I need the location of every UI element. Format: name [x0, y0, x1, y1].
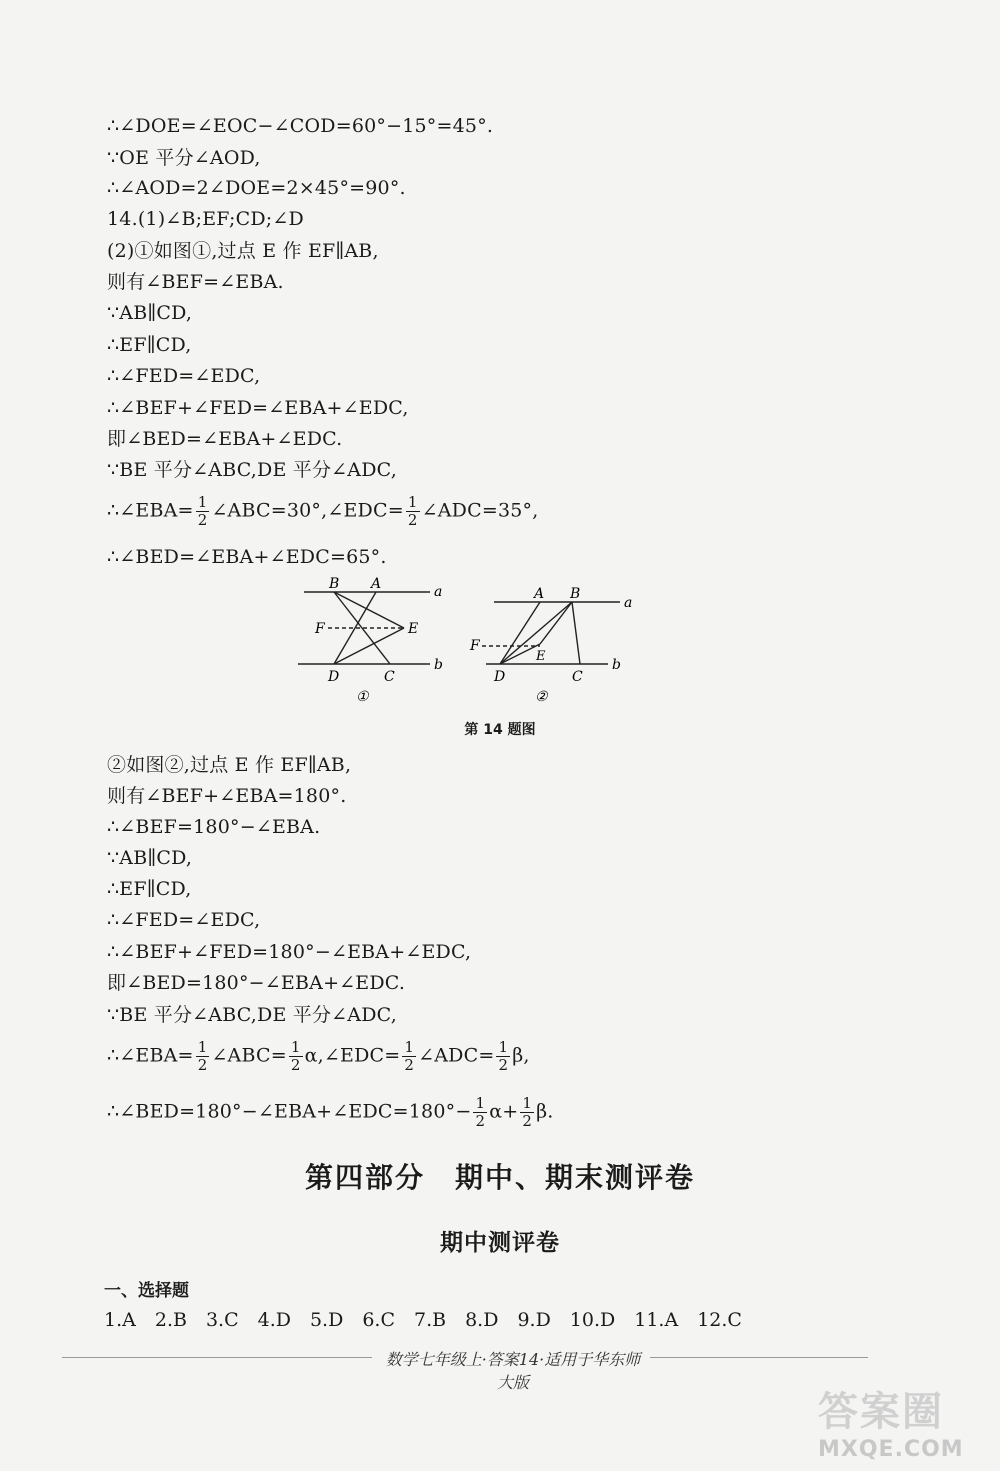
text-line: 则有∠BEF+∠EBA=180°.: [107, 785, 347, 807]
label-C: C: [384, 669, 395, 685]
fraction: $\frac{1}{2}$: [475, 1094, 486, 1130]
page-footer: 数学七年级上·答案14·适用于华东师大版: [385, 1350, 641, 1392]
text-line: ∴∠FED=∠EDC,: [107, 365, 261, 387]
text-line: ∵BE 平分∠ABC,DE 平分∠ADC,: [107, 459, 397, 481]
answer-list: 1.A 2.B 3.C 4.D 5.D 6.C 7.B 8.D 9.D 10.D 11.A 12.C: [104, 1309, 742, 1331]
text-line: ∴∠BEF+∠FED=180°−∠EBA+∠EDC,: [107, 941, 472, 963]
watermark-url: MXQE.COM: [818, 1437, 964, 1462]
text-line: 即∠BED=180°−∠EBA+∠EDC.: [107, 972, 406, 994]
text-line: ∵AB∥CD,: [107, 302, 193, 324]
label-F: F: [470, 638, 480, 654]
text-line: 14.(1)∠B;EF;CD;∠D: [107, 208, 304, 230]
geometry-figure: [290, 577, 650, 707]
label-B: B: [570, 586, 581, 602]
fraction-line: ∴∠EBA= $\frac{1}{2}$ ∠ABC= $\frac{1}{2}$ α,∠EDC= $\frac{1}{2}$ ∠ADC= $\frac{1}{2}$ β,: [107, 1038, 530, 1074]
watermark-logo: [818, 1380, 988, 1462]
text-line: ∴∠AOD=2∠DOE=2×45°=90°.: [107, 177, 406, 199]
fraction-line: ∴∠EBA= $\frac{1}{2}$ ∠ABC=30°,∠EDC= $\frac{1}{2}$ ∠ADC=35°,: [107, 493, 539, 529]
text-line: ∴∠FED=∠EDC,: [107, 909, 261, 931]
text-line: ∵BE 平分∠ABC,DE 平分∠ADC,: [107, 1004, 397, 1026]
fraction-line: ∴∠BED=180°−∠EBA+∠EDC=180°− $\frac{1}{2}$ α+ $\frac{1}{2}$ β.: [107, 1094, 554, 1130]
text-line: ∵AB∥CD,: [107, 847, 193, 869]
text-line: ∴EF∥CD,: [107, 334, 192, 356]
label-D: D: [328, 669, 340, 685]
watermark-text: 答案圈: [818, 1389, 944, 1435]
figure-caption: 第 14 题图: [464, 722, 536, 738]
label-D: D: [494, 669, 506, 685]
label-b: b: [434, 657, 443, 673]
footer-rule: [650, 1357, 868, 1358]
label-B: B: [329, 577, 340, 592]
label-a: a: [434, 584, 443, 600]
label-E: E: [408, 621, 419, 637]
fraction: $\frac{1}{2}$: [197, 1038, 208, 1074]
text-line: ∵OE 平分∠AOD,: [107, 147, 261, 169]
text-line: 即∠BED=∠EBA+∠EDC.: [107, 428, 343, 450]
part-title: 第四部分 期中、期末测评卷: [304, 1161, 695, 1194]
text-line: ∴∠DOE=∠EOC−∠COD=60°−15°=45°.: [107, 115, 494, 137]
label-E: E: [536, 649, 546, 664]
fraction: $\frac{1}{2}$: [407, 493, 418, 529]
text-line: ②如图②,过点 E 作 EF∥AB,: [107, 754, 352, 776]
fraction: $\frac{1}{2}$: [498, 1038, 509, 1074]
subtitle: 期中测评卷: [440, 1230, 560, 1256]
fraction: $\frac{1}{2}$: [197, 493, 208, 529]
text-line: (2)①如图①,过点 E 作 EF∥AB,: [107, 240, 379, 262]
label-a: a: [624, 595, 633, 611]
fraction: $\frac{1}{2}$: [404, 1038, 415, 1074]
text-line: ∴∠BEF=180°−∠EBA.: [107, 816, 321, 838]
fraction: $\frac{1}{2}$: [522, 1094, 533, 1130]
figure-number-1: ①: [356, 689, 369, 705]
text-line: ∴∠BEF+∠FED=∠EBA+∠EDC,: [107, 397, 409, 419]
section-heading: 一、选择题: [104, 1281, 189, 1301]
text-line: ∴EF∥CD,: [107, 878, 192, 900]
label-b: b: [612, 657, 621, 673]
label-A: A: [371, 577, 382, 592]
figure-number-2: ②: [535, 689, 548, 705]
label-A: A: [534, 586, 545, 602]
footer-rule: [62, 1357, 372, 1358]
text-line: 则有∠BEF=∠EBA.: [107, 271, 284, 293]
label-F: F: [315, 621, 325, 637]
text-line: ∴∠BED=∠EBA+∠EDC=65°.: [107, 546, 387, 568]
fraction: $\frac{1}{2}$: [290, 1038, 301, 1074]
figure-2: [482, 602, 620, 664]
label-C: C: [572, 669, 583, 685]
